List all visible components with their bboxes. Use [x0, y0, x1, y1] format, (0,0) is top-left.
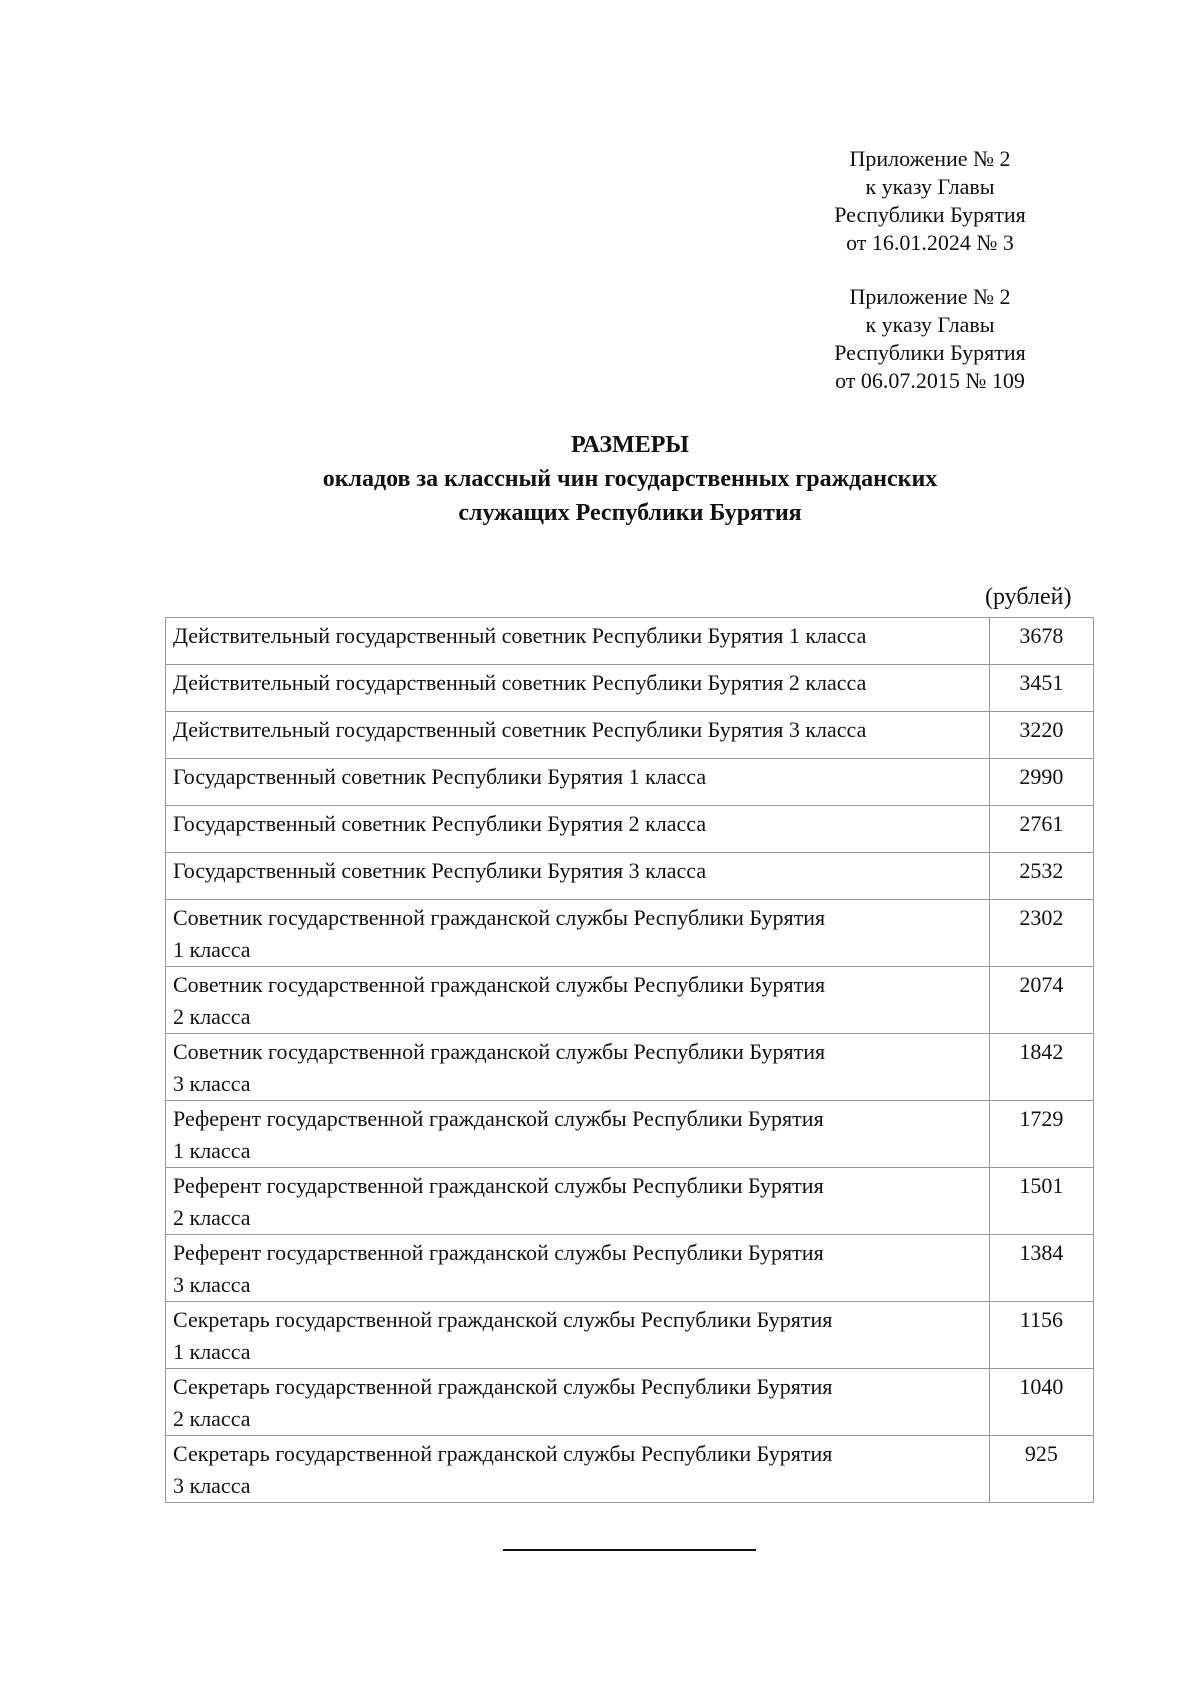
document-title: РАЗМЕРЫ [571, 432, 689, 458]
table-row [166, 1235, 1094, 1302]
table-row [166, 1436, 1094, 1503]
document-heading [0, 428, 1200, 530]
rank-name [166, 1168, 990, 1235]
rank-name: Действительный государственный советник Республики Бурятия 2 класса [166, 665, 990, 712]
table-row [166, 900, 1094, 967]
rank-name [166, 1436, 990, 1503]
annex-decree: к указу Главы [865, 312, 995, 337]
rank-name-line1: Референт государственной гражданской службы Республики Бурятия [173, 1240, 824, 1265]
document-subtitle-line1: окладов за классный чин государственных гражданских [322, 466, 938, 492]
table-row [166, 1034, 1094, 1101]
rank-name [166, 1235, 990, 1302]
table-row [166, 618, 1094, 665]
salary-value: 2761 [989, 806, 1093, 853]
table-row [166, 1302, 1094, 1369]
rank-name: Действительный государственный советник Республики Бурятия 3 класса [166, 712, 990, 759]
salary-value: 1729 [989, 1101, 1093, 1168]
rank-name-line2: 1 класса [173, 1138, 251, 1163]
rank-name: Действительный государственный советник Республики Бурятия 1 класса [166, 618, 990, 665]
table-row [166, 1369, 1094, 1436]
salary-value: 3451 [989, 665, 1093, 712]
salary-value: 2302 [989, 900, 1093, 967]
table-row [166, 712, 1094, 759]
rank-name-line2: 3 класса [173, 1071, 251, 1096]
rank-name-line1: Советник государственной гражданской службы Республики Бурятия [173, 905, 826, 930]
salary-value: 1501 [989, 1168, 1093, 1235]
annex-title: Приложение № 2 [849, 284, 1011, 309]
salary-value: 3678 [989, 618, 1093, 665]
salary-value: 1384 [989, 1235, 1093, 1302]
rank-name-line1: Секретарь государственной гражданской службы Республики Бурятия [173, 1307, 833, 1332]
annex-note-original [800, 283, 1060, 395]
annex-republic: Республики Бурятия [834, 202, 1026, 227]
annex-date: от 06.07.2015 № 109 [835, 368, 1025, 393]
rank-name-line1: Референт государственной гражданской службы Республики Бурятия [173, 1106, 824, 1131]
rank-name-line1: Секретарь государственной гражданской службы Республики Бурятия [173, 1441, 833, 1466]
currency-unit-label: (рублей) [985, 584, 1072, 610]
rank-name: Государственный советник Республики Бурятия 2 класса [166, 806, 990, 853]
table-row [166, 665, 1094, 712]
salary-table [165, 617, 1094, 1503]
salary-value: 1040 [989, 1369, 1093, 1436]
salary-value: 925 [989, 1436, 1093, 1503]
rank-name [166, 900, 990, 967]
rank-name: Государственный советник Республики Бурятия 1 класса [166, 759, 990, 806]
annex-title: Приложение № 2 [849, 146, 1011, 171]
salary-value: 2532 [989, 853, 1093, 900]
rank-name [166, 1101, 990, 1168]
rank-name-line2: 3 класса [173, 1272, 251, 1297]
end-of-document-line [503, 1549, 756, 1551]
annex-decree: к указу Главы [865, 174, 995, 199]
salary-value: 2990 [989, 759, 1093, 806]
rank-name-line1: Советник государственной гражданской службы Республики Бурятия [173, 1039, 826, 1064]
rank-name: Государственный советник Республики Бурятия 3 класса [166, 853, 990, 900]
rank-name [166, 967, 990, 1034]
rank-name-line2: 2 класса [173, 1205, 251, 1230]
salary-value: 3220 [989, 712, 1093, 759]
table-row [166, 853, 1094, 900]
rank-name-line2: 3 класса [173, 1473, 251, 1498]
table-row [166, 967, 1094, 1034]
rank-name-line1: Секретарь государственной гражданской службы Республики Бурятия [173, 1374, 833, 1399]
rank-name-line2: 2 класса [173, 1004, 251, 1029]
rank-name [166, 1302, 990, 1369]
rank-name-line2: 1 класса [173, 1339, 251, 1364]
rank-name [166, 1369, 990, 1436]
annex-date: от 16.01.2024 № 3 [846, 230, 1014, 255]
rank-name-line2: 2 класса [173, 1406, 251, 1431]
table-row [166, 806, 1094, 853]
document-subtitle-line2: служащих Республики Бурятия [458, 500, 802, 526]
table-row [166, 759, 1094, 806]
table-row [166, 1101, 1094, 1168]
salary-value: 1842 [989, 1034, 1093, 1101]
rank-name-line1: Советник государственной гражданской службы Республики Бурятия [173, 972, 826, 997]
salary-value: 2074 [989, 967, 1093, 1034]
table-row [166, 1168, 1094, 1235]
rank-name [166, 1034, 990, 1101]
rank-name-line1: Референт государственной гражданской службы Республики Бурятия [173, 1173, 824, 1198]
salary-value: 1156 [989, 1302, 1093, 1369]
annex-note-current [800, 145, 1060, 257]
rank-name-line2: 1 класса [173, 937, 251, 962]
annex-republic: Республики Бурятия [834, 340, 1026, 365]
